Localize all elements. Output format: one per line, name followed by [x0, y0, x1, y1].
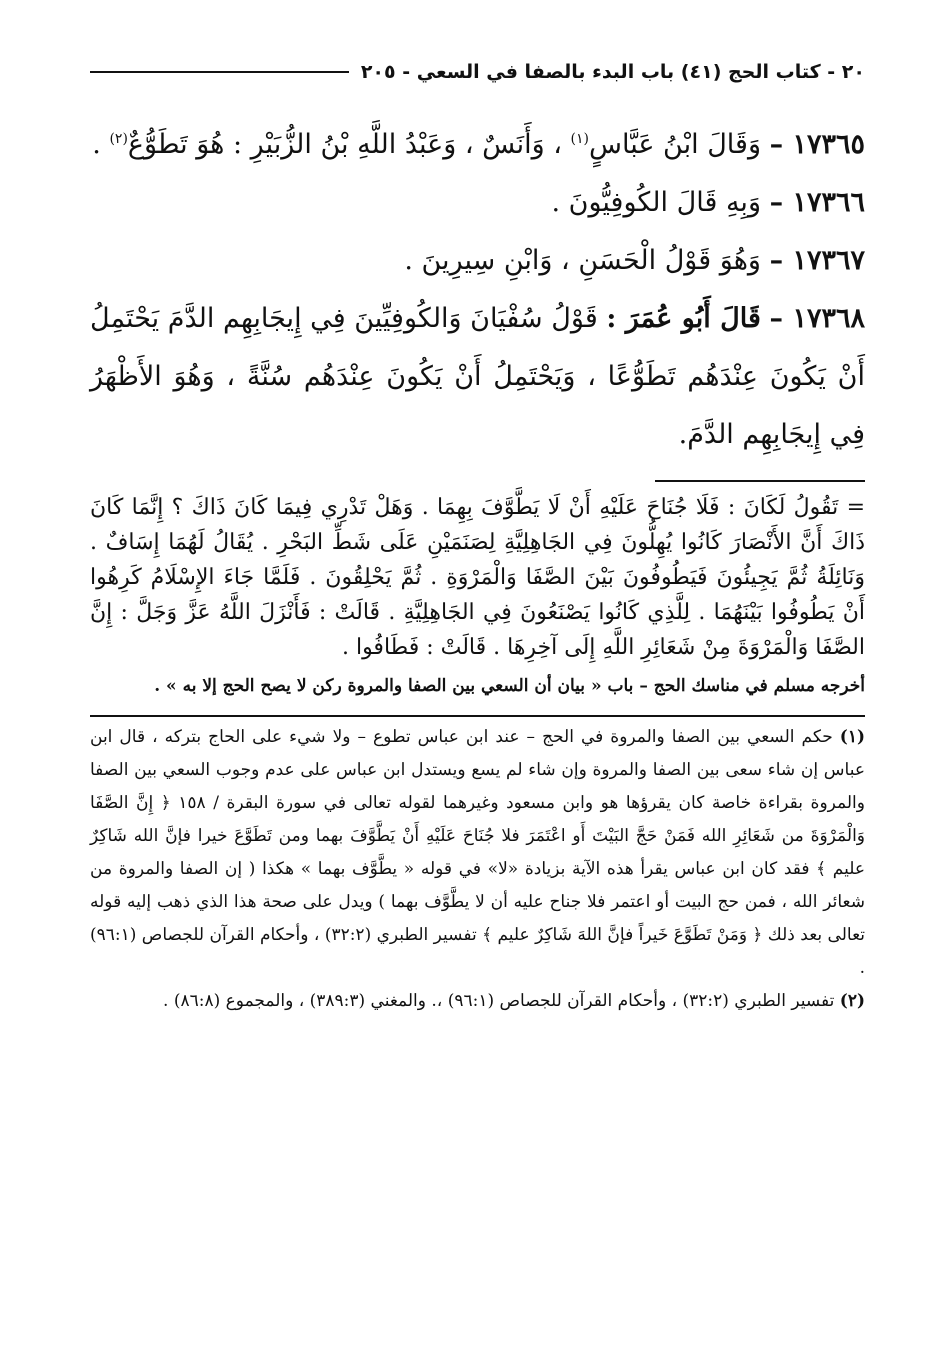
- main-text: [90, 116, 865, 464]
- footnote-ref[interactable]: (١): [570, 131, 590, 147]
- paragraph-lead: قَالَ أَبُو عُمَرَ :: [606, 303, 761, 334]
- footnote-text: حكم السعي بين الصفا والمروة في الحج – عند ابن عباس تطوع – ولا شيء على الحاج بتركه ، قال ابن عباس إن شاء سعى بين الصفا والمروة وإن شاء لم يسع ويستدل ابن عباس على عدم وجوب السعي بين الصفا والمروة بقراءة خاصة كان يقرؤها هو وابن مسعود وغيرهما لقوله تعالى في سورة البقرة / ١٥٨ ﴿ إِنَّ الصَّفَا وَالْمَرْوَةَ من شَعَائِرِ الله فَمَنْ حَجَّ البَيْتَ أَو اعْتَمَرَ فلا جُنَاحَ عَلَيْهِ أَنْ يَطَّوَّفَ بهما ومن تَطَوَّعَ خيرا فإنَّ الله شَاكِرٌ عليم ﴾ فقد كان ابن عباس يقرأ هذه الآية بزيادة «لا» في قوله « يطَّوَّف بهما » هكذا ( إن الصفا والمروة من شعائر الله ، فمن حج البيت أو اعتمر فلا جناح عليه أن لا يطَّوَّف بهما ) ويدل على صحة هذا الذي ذهب إليه قوله تعالى بعد ذلك ﴿ وَمَنْ تَطَوَّعَ خَيراً فإنَّ اللهَ شَاكِرٌ عليم ﴾ تفسير الطبري (٣٢:٢) ، وأحكام القرآن للجصاص (٩٦:١) .: [90, 727, 866, 978]
- paragraph-number: ١٧٣٦٨ –: [769, 303, 865, 334]
- paragraph-number: ١٧٣٦٥ –: [769, 129, 865, 160]
- continued-note: [90, 490, 865, 665]
- paragraph-number: ١٧٣٦٧ –: [769, 245, 865, 276]
- hadith-source: أخرجه مسلم في مناسك الحج – باب « بيان أن السعي بين الصفا والمروة ركن لا يصح الحج إلا به » .: [154, 676, 865, 696]
- paragraph-text: .: [92, 129, 101, 160]
- running-title: ٢٠ - كتاب الحج (٤١) باب البدء بالصفا في السعي - ٢٠٥: [360, 61, 865, 83]
- paragraph-17365: [90, 116, 865, 174]
- book-page: [90, 50, 865, 1018]
- footnotes-divider: [90, 715, 865, 717]
- running-header: [90, 50, 865, 94]
- footnote-mark: (٢): [839, 991, 865, 1011]
- continued-note-text: = تَقُولُ لَكَانَ : فَلَا جُنَاحَ عَلَيْهِ أَنْ لَا يَطَّوَّفَ بِهِمَا . وَهَلْ تَدْرِي فِيمَا كَانَ ذَاكَ ؟ إِنَّمَا كَانَ ذَاكَ أَنَّ الأَنْصَارَ كَانُوا يُهِلُّونَ فِي الجَاهِلِيَّةِ لِصَنَمَيْنِ عَلَى شَطِّ البَحْرِ . يُقَالُ لَهُمَا إِسَافٌ . وَنَائِلَةُ ثُمَّ يَجِيئُونَ فَيَطُوفُونَ بَيْنَ الصَّفَا وَالْمَرْوَةِ . ثُمَّ يَحْلِقُونَ . فَلَمَّا جَاءَ الإِسْلَامُ كَرِهُوا أَنْ يَطُوفُوا بَيْنَهُمَا . لِلَّذِي كَانُوا يَصْنَعُونَ فِي الجَاهِلِيَّةِ . قَالَتْ : فَأَنْزَلَ اللَّهُ عَزَّ وَجَلَّ : إِنَّ الصَّفَا وَالْمَرْوَةَ مِنْ شَعَائِرِ اللَّهِ إِلَى آخِرِهَا . قَالَتْ : فَطَافُوا .: [90, 495, 865, 660]
- paragraph-text: وَبِهِ قَالَ الكُوفِيُّونَ .: [551, 187, 761, 218]
- paragraph-17366: [90, 174, 865, 232]
- footnote-ref[interactable]: (٢): [109, 131, 128, 147]
- footnotes: [90, 721, 865, 1018]
- footnote-1: [90, 721, 865, 985]
- paragraph-text: قَوْلُ سُفْيَانَ وَالكُوفِيِّينَ فِي إِيجَابِهِم الدَّمَ يَحْتَمِلُ أَنْ يَكُونَ عِنْدَهُم تَطَوُّعًا ، وَيَحْتَمِلُ أَنْ يَكُونَ عِنْدَهُم سُنَّةً ، وَهُوَ الأَظْهَرُ فِي إِيجَابِهِم الدَّمَ.: [90, 303, 865, 450]
- footnote-2: [90, 985, 865, 1018]
- paragraph-text: ، وَأَنَسٌ ، وَعَبْدُ اللَّهِ بْنُ الزُّبَيْرِ : هُوَ تَطَوُّعٌ: [127, 129, 562, 160]
- paragraph-text: وَقَالَ ابْنُ عَبَّاسٍ: [589, 129, 761, 160]
- paragraph-17367: [90, 232, 865, 290]
- paragraph-number: ١٧٣٦٦ –: [769, 187, 865, 218]
- header-rule: [90, 71, 349, 73]
- paragraph-text: وَهُوَ قَوْلُ الْحَسَنِ ، وَابْنِ سِيرِينَ .: [404, 245, 761, 276]
- paragraph-17368: [90, 290, 865, 464]
- footnote-mark: (١): [839, 727, 865, 747]
- footnote-text: تفسير الطبري (٣٢:٢) ، وأحكام القرآن للجصاص (٩٦:١) ،. والمغني (٣٨٩:٣) ، والمجموع (٨٦:٨) .: [163, 991, 835, 1011]
- footnote-separator: [655, 480, 865, 482]
